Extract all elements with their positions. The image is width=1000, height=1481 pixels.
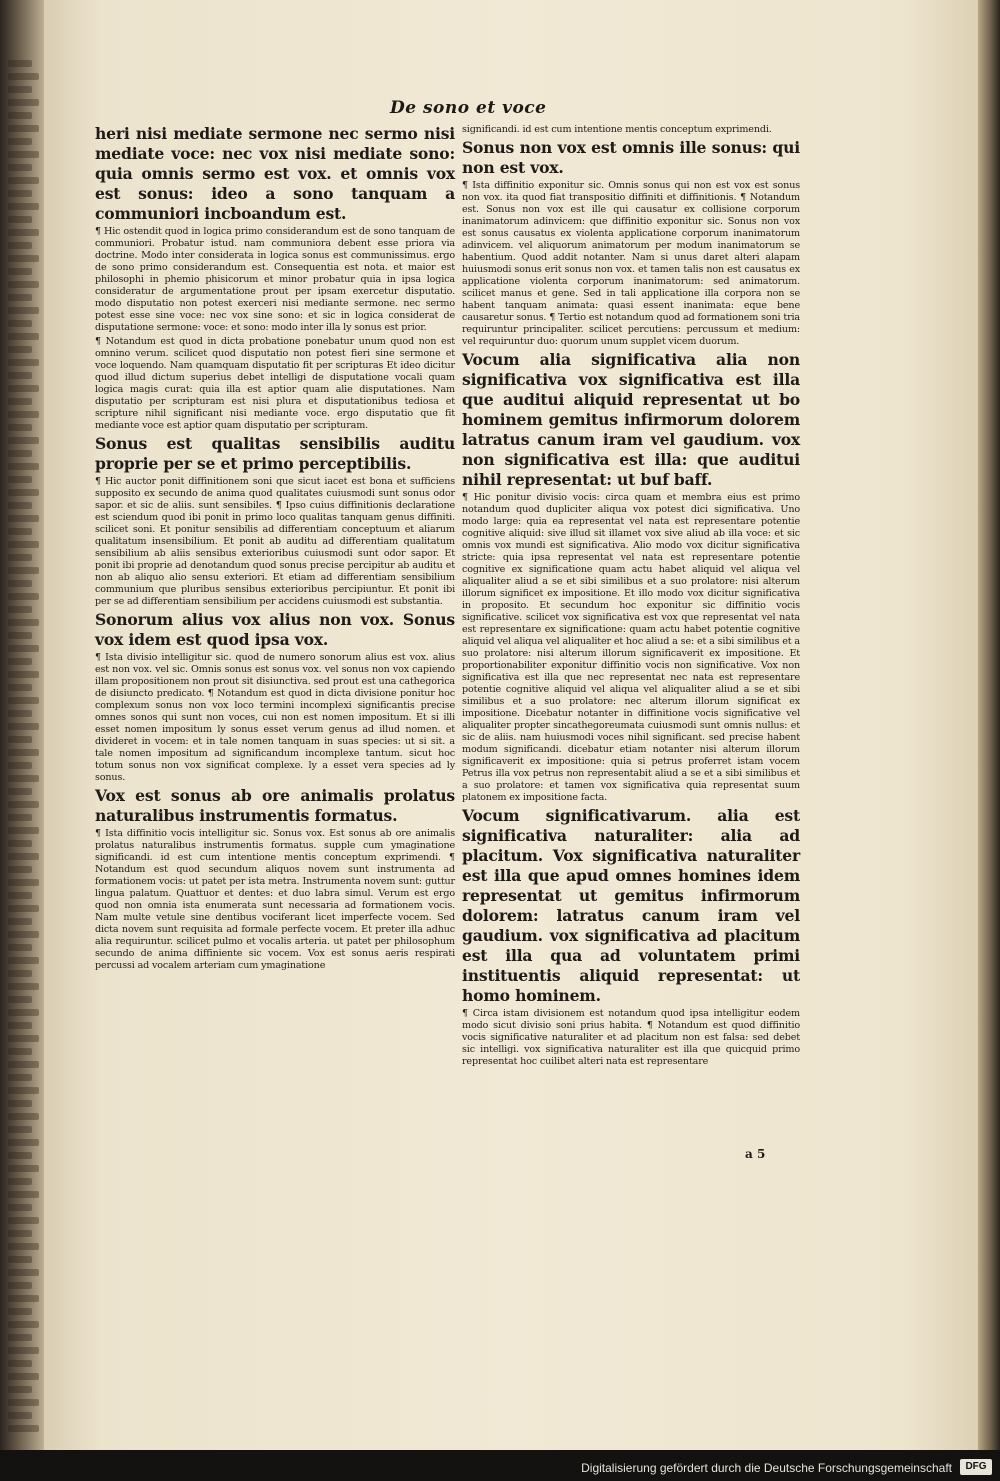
running-head: De sono et voce xyxy=(390,98,547,118)
text-paragraph: Sonorum alius vox alius non vox. Sonus vox idem est quod ipsa vox. xyxy=(95,610,455,649)
commentary-paragraph: ¶ Hic ponitur divisio vocis: circa quam et membra eius est primo notandum quod dupliciter aliqua vox potest dici significativa. Uno modo large: quia ea representat vel nata est representare potentie cognitive aliquid: sive illud sit illamet vox sive aliud ab illa voce: et sic omnis vox mundi est significativa. Alio modo vox dicitur significativa stricte: quia ipsa representat vel nata est representare potentie cognitive ex significatione quam actu habet aliquid vel aliqua vel aliqualiter aliud a se et sibi similibus et a suo prolatore: nisi alterum illorum significet ex impositione. Et illo modo vox dicitur significativa in proposito. Et secundum hoc exponitur sic diffinitio vocis significative. scilicet vox significativa est vox que representat vel nata est representare ex significatione: quam actu habet potentie cognitive aliquid vel aliqua vel aliqualiter et hoc aliud a se: et a sibi similibus et a suo prolatore: nisi alterum illorum significaverit ex impositione. Et proportionabiliter exponitur diffinitio vocis non significative. Vox non significativa est illa que nec representat nec nata est representare potentie cognitive aliquid vel aliqua vel aliqualiter aliud a se et sibi similibus et a suo prolatore: nec alterum illorum significat ex impositione. Dicebatur notanter in diffinitione vocis significative vel aliqualiter propter sincathegoreumata cuiusmodi sunt omnis nullus: et sic de aliis. nam huiusmodi voces nihil significant. sed precise habent modum significandi. dicebatur etiam notanter nisi alterum illorum significaverit ex impositione: quia si petrus proferret istam vocem Petrus illa vox petrus non representabit aliud a se et a sibi similibus et a suo prolatore: et tamen vox significativa quia representat suum platonem ex impositione facta. xyxy=(462,492,800,803)
dfg-logo: DFG xyxy=(960,1459,992,1475)
text-paragraph: Vox est sonus ab ore animalis prolatus naturalibus instrumentis formatus. xyxy=(95,786,455,825)
commentary-paragraph: ¶ Circa istam divisionem est notandum quod ipsa intelligitur eodem modo sicut divisio soni prius habita. ¶ Notandum est quod diffinitio vocis significative naturaliter et ad placitum non est falsa: sed debet sic intelligi. vox significativa naturaliter est illa que quicquid primo representat hoc cuilibet alteri nata est representare xyxy=(462,1008,800,1067)
text-paragraph: Sonus non vox est omnis ille sonus: qui non est vox. xyxy=(462,138,800,177)
commentary-paragraph: significandi. id est cum intentione mentis conceptum exprimendi. xyxy=(462,124,772,135)
commentary-paragraph: ¶ Ista diffinitio vocis intelligitur sic. Sonus vox. Est sonus ab ore animalis prolatus naturalibus instrumentis formatus. supple cum ymaginatione significandi. id est cum intentione mentis conceptum exprimendi. ¶ Notandum est quod secundum aliquos novem sunt instrumenta ad formationem vocis: ut patet per ista metra. Instrumenta novem sunt: guttur lingua palatum. Quattuor et dentes: et duo labra simul. Verum est ergo quod non omnia ista enumerata sunt necessaria ad formationem vocis. Nam multe vetule sine dentibus vociferant licet imperfecte vocem. Sed dicta novem sunt requisita ad formale perfecte vocem. Et preter illa adhuc alia requiruntur. scilicet pulmo et vocalis arteria. ut patet per philosophum secundo de anima diffiniente sic vocem. Vox est sonus aeris respirati percussi ad vocalem arteriam cum ymaginatione xyxy=(95,828,455,971)
right-column xyxy=(462,124,800,1070)
text-paragraph: Vocum significativarum. alia est significativa naturaliter: alia ad placitum. Vox significativa naturaliter est illa que apud omnes homines idem representat ut gemitus infirmorum dolorem: latratus canum iram vel gaudium. vox significativa ad placitum est illa qua ad voluntatem primi instituentis aliquid representat: ut homo hominem. xyxy=(462,806,800,1005)
left-column xyxy=(95,124,455,974)
text-paragraph: heri nisi mediate sermone nec sermo nisi mediate voce: nec vox nisi mediate sono: quia omnis sermo est vox. et omnis vox est sonus: ideo a sono tanquam a communiori incboandum est. xyxy=(95,124,455,223)
page-edge-right xyxy=(978,0,1000,1450)
signature-mark: a 5 xyxy=(745,1147,766,1161)
commentary-paragraph: ¶ Ista diffinitio exponitur sic. Omnis sonus qui non est vox est sonus non vox. ita quod fiat transpositio diffiniti et diffinitionis. ¶ Notandum est. Sonus non vox est ille qui causatur ex collisione corporum inanimatorum adinvicem: que diffinitio exponitur sic. Sonus non vox est sonus causatus ex violenta applicatione corporum inanimatorum adinvicem. vel aliquorum animatorum per modum inanimatorum se habentium. Quod addit notanter. Nam si unus daret alteri alapam huiusmodi sonus erit sonus non vox. et tamen talis non est causatus ex applicatione violenta corporum inanimatorum: sed animatorum. scilicet manus et gene. Sed in tali applicatione illa corpora non se habent tanquam animata: quasi essent inanimata: eque bene causaretur sonus. ¶ Tertio est notandum quod ad formationem soni tria requiruntur principaliter. scilicet percutiens: percussum et medium: vel requiruntur duo: quorum unum supplet vicem duorum. xyxy=(462,180,800,347)
facing-page-edge xyxy=(4,60,48,1440)
commentary-paragraph: ¶ Hic auctor ponit diffinitionem soni que sicut iacet est bona et sufficiens supposito ex secundo de anima quod qualitates cuiusmodi sunt sonus odor sapor. et sic de aliis. sunt sensibiles. ¶ Ipso cuius diffinitionis declaratione est sciendum quod ibi ponit in primo loco qualitas tanquam genus diffiniti. scilicet soni. Et ponitur sensibilis ad differentiam conceptuum et aliarum qualitatum insensibilium. Et ponit ab auditu ad differentiam qualitatum sensibilium ab aliis sensibus exterioribus cuiusmodi sunt odor sapor. Et ponit ibi proprie ad denotandum quod sonus precise percipitur ab auditu et non ab aliquo alio sensu exteriori. Et etiam ad differentiam sensibilium communium que pluribus sensibus exterioribus percipiuntur. Et ponit ibi per se ad differentiam sensibilium per accidens cuiusmodi est substantia. xyxy=(95,476,455,607)
text-paragraph: Sonus est qualitas sensibilis auditu proprie per se et primo perceptibilis. xyxy=(95,434,455,473)
commentary-paragraph: ¶ Notandum est quod in dicta probatione ponebatur unum quod non est omnino verum. scilicet quod disputatio non potest fieri sine sermone et voce loquendo. Nam quamquam disputatio fit per scripturas Et ideo dicitur quod illud dictum superius debet intelligi de disputatione vocali quam logica magis curat: quia illa est aptior quam alie disputationes. Nam disputatio per scripturam est nisi plura et disputationibus tediosa et scripture nihil significant nisi mediante voce. ergo disputatio que fit mediante voce est aptior quam disputatio per scripturam. xyxy=(95,336,455,431)
text-paragraph: Vocum alia significativa alia non significativa vox significativa est illa que auditui aliquid representat ut bo hominem gemitus infirmorum dolorem latratus canum iram vel gaudium. vox non significativa est illa: que auditui nihil representat: ut buf baff. xyxy=(462,350,800,489)
commentary-paragraph: ¶ Hic ostendit quod in logica primo considerandum est de sono tanquam de communiori. Probatur istud. nam communiora debent esse priora via doctrine. Modo inter considerata in logica sonus est communissimus. ergo de sono primo considerandum est. Consequentia est nota. et maior est philosophi in phemio phisicorum et minor probatur quia in ipsa logica consideratur de argumentatione prout per ipsam exercetur disputatio. modo disputatio non potest exerceri nisi mediante sermone. nec sermo potest esse sine voce: nec vox sine sono: et sic in logica considerat de disputatione sermone: voce: et sono: modo inter illa ly sonus est prior. xyxy=(95,226,455,333)
footer-credit: Digitalisierung gefördert durch die Deutsche Forschungsgemeinschaft xyxy=(581,1461,952,1475)
commentary-paragraph: ¶ Ista divisio intelligitur sic. quod de numero sonorum alius est vox. alius est non vox. vel sic. Omnis sonus est sonus vox. vel sonus non vox capiendo illam propositionem non prout sit disiunctiva. sed prout est una cathegorica de disiuncto predicato. ¶ Notandum est quod in dicta divisione ponitur hoc complexum sonus non vox loco termini incomplexi significantis precise omnes sonos qui sunt non voces, cui non est nomen impositum. Et si illi esset nomen impositum ly sonus esset verum genus ad illud nomen. et divideret in vocem: et in tale nomen tanquam in suas species: ut si sit. a tale nomen impositum ad significandum incomplexe tantum. sicut hoc totum sonus non vox significat complexe. ly a esset vera species ad ly sonus. xyxy=(95,652,455,783)
